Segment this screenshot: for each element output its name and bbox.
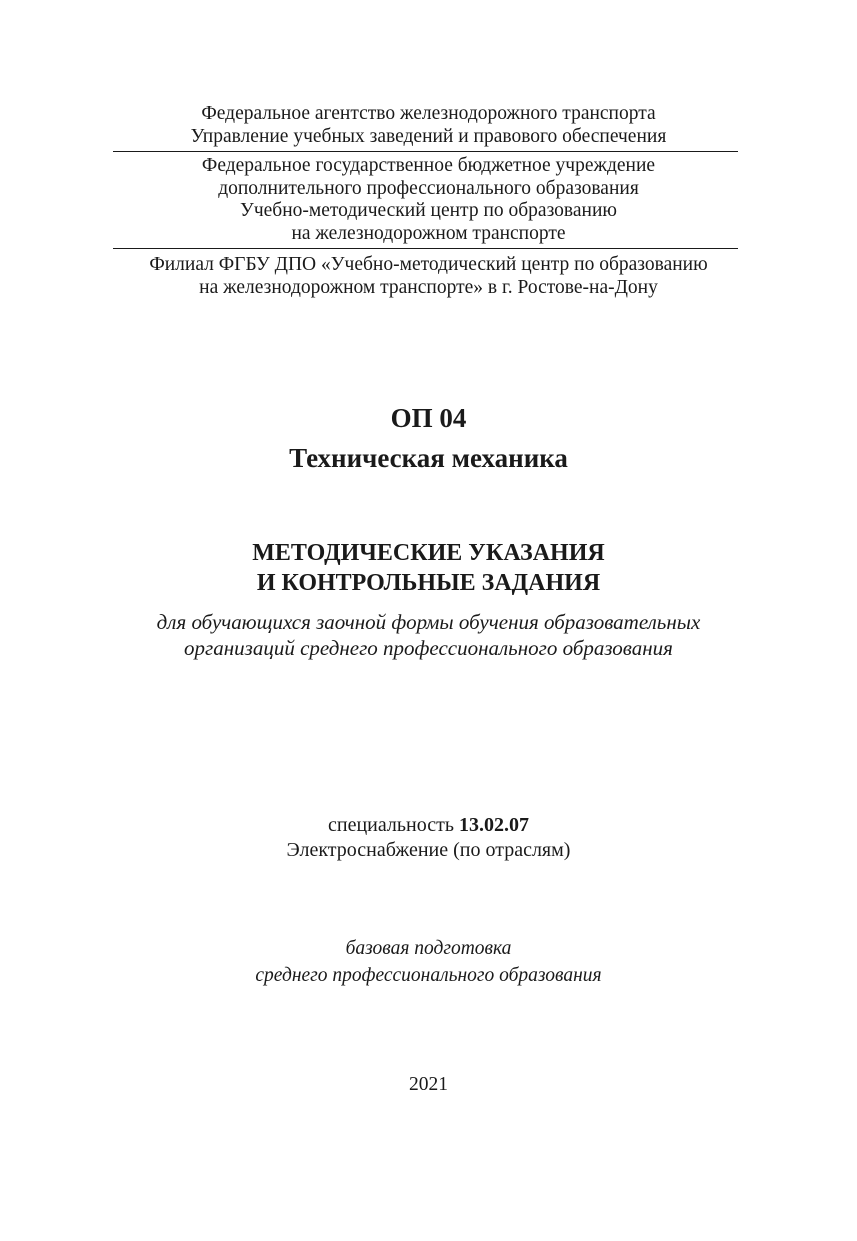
training-level	[0, 935, 857, 989]
audience-line: для обучающихся заочной формы обучения образовательных	[156, 610, 701, 634]
specialty-name: Электроснабжение (по отраслям)	[286, 839, 571, 861]
course-code: ОП 04	[390, 403, 467, 433]
level-line: базовая подготовка	[345, 938, 512, 959]
branch-line: на железнодорожном транспорте» в г. Ростове-на-Дону	[199, 276, 658, 298]
course-subject: Техническая механика	[289, 443, 568, 473]
specialty-code: 13.02.07	[458, 814, 529, 836]
specialty-label: специальность	[328, 814, 459, 836]
document-type-line: МЕТОДИЧЕСКИЕ УКАЗАНИЯ	[252, 540, 605, 566]
branch-line: Филиал ФГБУ ДПО «Учебно-методический центр по образованию	[149, 254, 708, 275]
agency-header	[0, 103, 857, 148]
institution-line: Федеральное государственное бюджетное учреждение	[201, 155, 656, 176]
branch-header	[0, 254, 857, 299]
level-line: среднего профессионального образования	[255, 965, 602, 986]
document-type	[0, 538, 857, 598]
document-audience	[0, 609, 857, 661]
agency-line: Управление учебных заведений и правового обеспечения	[190, 125, 667, 147]
specialty-line	[0, 813, 857, 838]
agency-line: Федеральное агентство железнодорожного транспорта	[201, 103, 656, 124]
document-type-line: И КОНТРОЛЬНЫЕ ЗАДАНИЯ	[256, 570, 601, 596]
audience-line: организаций среднего профессионального образования	[184, 636, 673, 660]
header-divider	[113, 248, 738, 249]
institution-header	[0, 155, 857, 245]
course-title	[0, 401, 857, 475]
specialty-block	[0, 813, 857, 863]
institution-line: дополнительного профессионального образования	[218, 177, 639, 199]
institution-line: Учебно-методический центр по образованию	[240, 200, 617, 221]
header-divider	[113, 151, 738, 152]
publication-year: 2021	[409, 1074, 448, 1095]
institution-line: на железнодорожном транспорте	[291, 222, 566, 244]
